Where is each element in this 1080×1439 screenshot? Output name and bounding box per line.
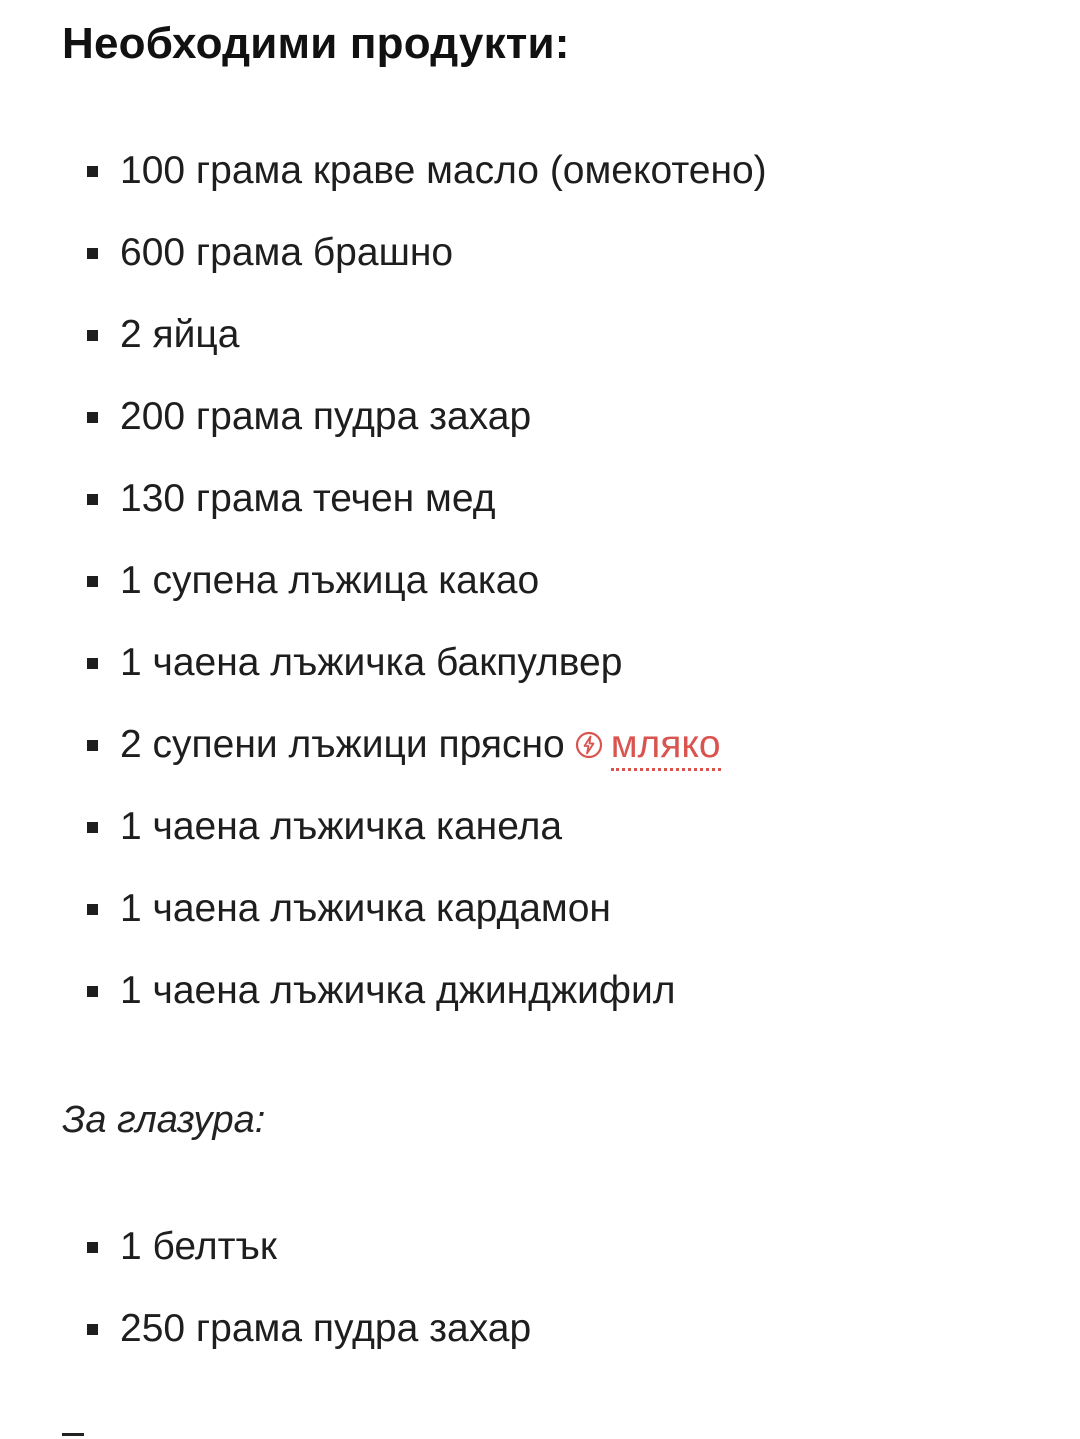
ingredient-text: 1 чаена лъжичка джинджифил [120,969,676,1012]
ingredient-text: 250 грама пудра захар [120,1307,532,1350]
bullet-icon [87,330,98,341]
ingredient-text: 600 грама брашно [120,231,454,274]
list-item [0,704,1080,786]
list-item [0,458,1080,540]
lightning-bolt-icon[interactable] [575,731,603,759]
ingredient-text: 2 яйца [120,313,240,356]
bullet-icon [87,658,98,669]
list-item [0,868,1080,950]
ingredient-text: 130 грама течен мед [120,477,496,520]
list-item [0,294,1080,376]
ingredient-text: 100 грама краве масло (омекотено) [120,149,767,192]
list-item [0,1288,1080,1370]
bullet-icon [87,822,98,833]
list-item [0,786,1080,868]
bullet-icon [87,1242,98,1253]
ingredient-text-with-link [120,704,721,786]
ingredient-text: 1 чаена лъжичка бакпулвер [120,641,623,684]
list-item [0,1206,1080,1288]
ingredient-text: 200 грама пудра захар [120,395,532,438]
list-item [0,622,1080,704]
ingredients-list [0,130,1080,1032]
glaze-heading: За глазура: [62,1099,266,1141]
ingredients-heading: Необходими продукти: [62,19,570,68]
list-item [0,212,1080,294]
bullet-icon [87,986,98,997]
bullet-icon [87,412,98,423]
ingredient-text: 1 супена лъжица какао [120,559,540,602]
bullet-icon [87,166,98,177]
bullet-icon [87,740,98,751]
list-item [0,540,1080,622]
cut-off-text [62,1425,92,1439]
bullet-icon [87,576,98,587]
glaze-list [0,1206,1080,1370]
bullet-icon [87,494,98,505]
list-item [0,130,1080,212]
ingredient-text: 1 чаена лъжичка кардамон [120,887,611,930]
ingredient-text: 1 чаена лъжичка канела [120,805,563,848]
bullet-icon [87,904,98,915]
list-item [0,950,1080,1032]
bullet-icon [87,1324,98,1335]
list-item [0,376,1080,458]
bullet-icon [87,248,98,259]
ingredient-text: 2 супени лъжици прясно [120,723,565,766]
milk-link[interactable]: мляко [611,723,721,771]
ingredient-text: 1 белтък [120,1225,277,1268]
